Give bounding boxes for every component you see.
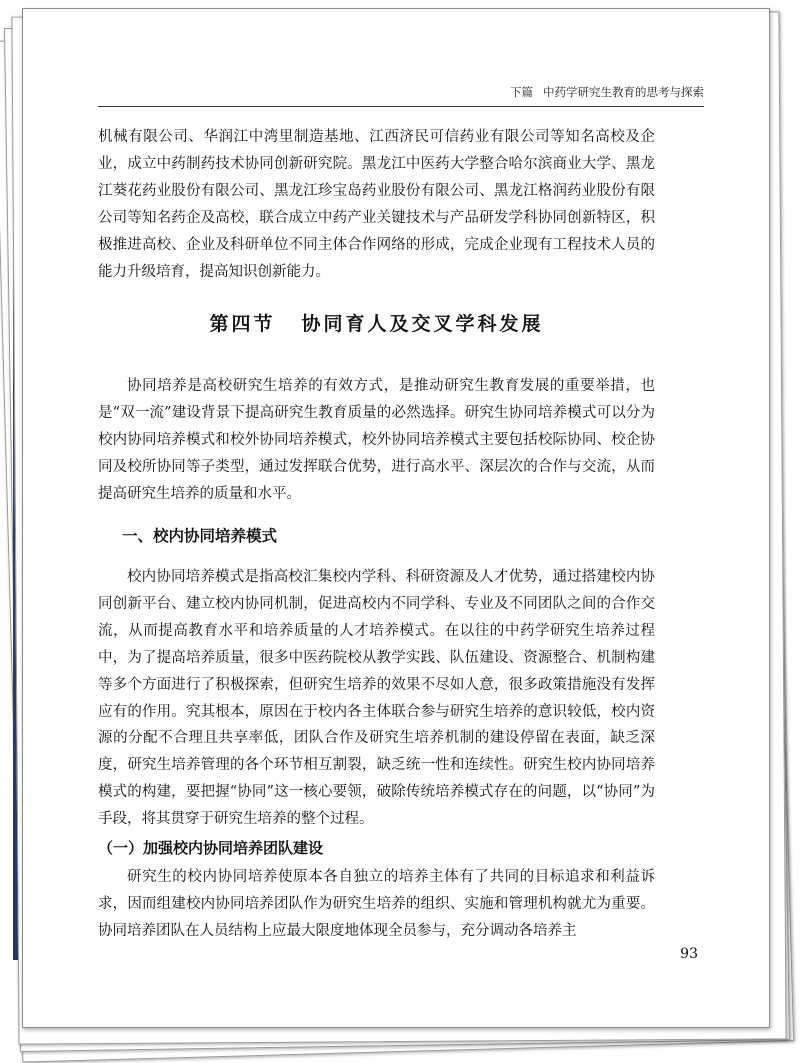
- paragraph-body: 校内协同培养模式是指高校汇集校内学科、科研资源及人才优势，通过搭建校内协同创新平台、建立校内协同机制，促进高校内不同学科、专业及不同团队之间的合作交流，从而提高教育水平和培养质量的人才培养模式。在以往的中药学研究生培养过程中，为了提高培养质量，很多中医药院校从教学实践、队伍建设、资源整合、机制构建等多个方面进行了积极探索，但研究生培养的效果不尽如人意，很多政策措施没有发挥应有的作用。究其根本，原因在于校内各主体联合参与研究生培养的意识较低，校内资源的分配不合理且共享率低，团队合作及研究生培养机制的建设停留在表面，缺乏深度，研究生培养管理的各个环节相互割裂，缺乏统一性和连续性。研究生校内协同培养模式的构建，要把握“协同”这一核心要领，破除传统培养模式存在的问题，以“协同”为手段，将其贯穿于研究生培养的整个过程。: [98, 568, 655, 828]
- section-title: 协同育人及交叉学科发展: [301, 313, 544, 336]
- subsubsection-heading: （一）加强校内协同培养团队建设: [98, 839, 324, 858]
- running-header: [98, 84, 704, 107]
- subsection-heading: 一、校内协同培养模式: [122, 526, 278, 545]
- paragraph-continued: 机械有限公司、华润江中湾里制造基地、江西济民可信药业有限公司等知名高校及企业，成立中药制药技术协同创新研究院。黑龙江中医药大学整合哈尔滨商业大学、黑龙江葵花药业股份有限公司、黑龙江珍宝岛药业股份有限公司、黑龙江格润药业股份有限公司等知名药企及高校，联合成立中药产业关键技术与产品研发学科协同创新特区，积极推进高校、企业及科研单位不同主体合作网络的形成，完成企业现有工程技术人员的能力升级培育，提高知识创新能力。: [98, 129, 655, 280]
- paragraph-body-2: 研究生的校内协同培养使原本各自独立的培养主体有了共同的目标追求和利益诉求，因而组建校内协同培养团队作为研究生培养的组织、实施和管理机构就尤为重要。协同培养团队在人员结构上应最大限度地体现全员参与，充分调动各培养主: [98, 869, 655, 939]
- running-header-title: 中药学研究生教育的思考与探索: [543, 85, 704, 99]
- paragraph-intro: 协同培养是高校研究生培养的有效方式，是推动研究生教育发展的重要举措，也是“双一流”建设背景下提高研究生教育质量的必然选择。研究生协同培养模式可以分为校内协同培养模式和校外协同培养模式，校外协同培养模式主要包括校际协同、校企协同及校所协同等子类型，通过发挥联合优势，进行高水平、深层次的合作与交流，从而提高研究生培养的质量和水平。: [98, 378, 655, 503]
- page-body: [98, 124, 655, 945]
- running-header-part: 下篇: [510, 85, 533, 99]
- page-number: 93: [680, 946, 698, 962]
- section-heading: [98, 309, 655, 339]
- section-number: 第四节: [209, 313, 276, 336]
